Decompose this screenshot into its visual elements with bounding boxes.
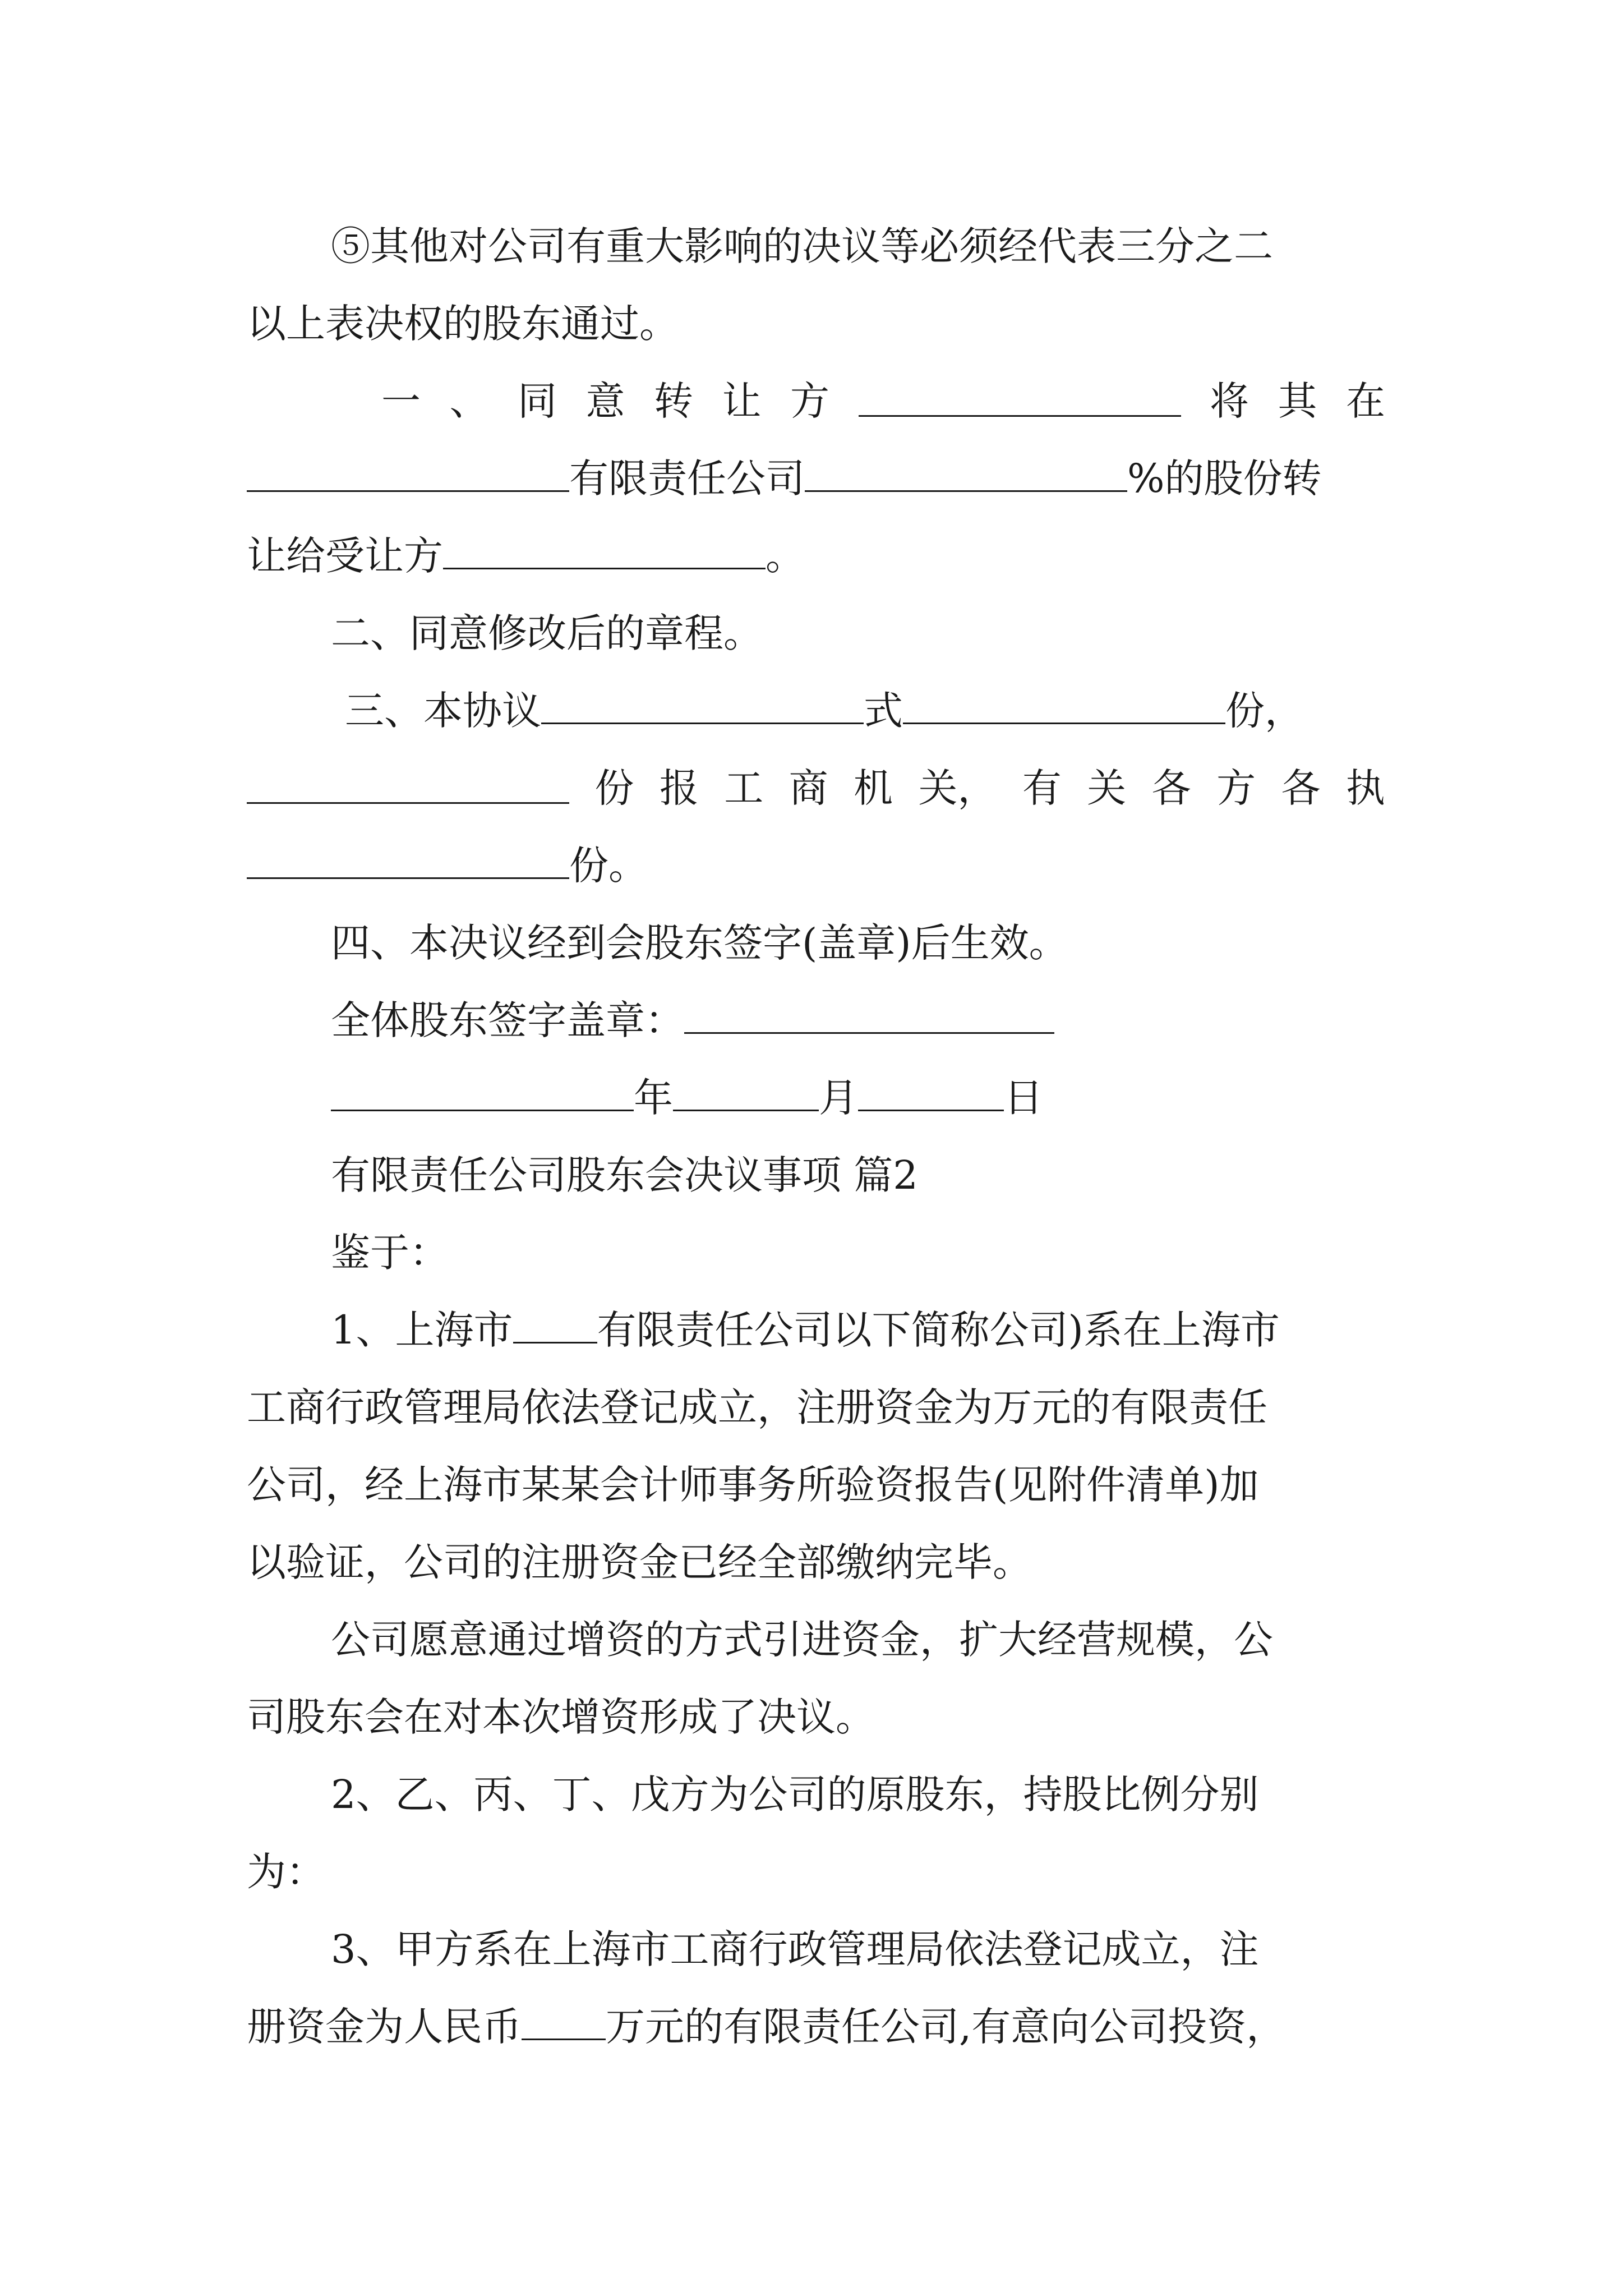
paragraph-line (331, 904, 1385, 982)
heading-text: 有限责任公司股东会决议事项 篇2 (331, 1152, 918, 1198)
text: 方 (1216, 765, 1256, 811)
text: 公司愿意通过增资的方式引进资金，扩大经营规模，公 (331, 1617, 1273, 1663)
text: ⑤其他对公司有重大影响的决议等必须经代表三分之二 (331, 223, 1273, 269)
text: 方 (790, 378, 829, 424)
text: 鉴于： (331, 1230, 449, 1276)
text: 式 (864, 688, 903, 734)
section-heading (331, 1137, 1385, 1214)
text: 份。 (569, 843, 648, 889)
text: 三、本协议 (345, 688, 541, 734)
paragraph-line (247, 1369, 1385, 1446)
text: 公司，经上海市某某会计师事务所验资报告(见附件清单)加 (247, 1462, 1259, 1508)
fill-blank (443, 539, 766, 569)
text: 关， (918, 765, 997, 811)
paragraph-line (331, 1756, 1385, 1833)
text: 让 (722, 378, 762, 424)
paragraph-line (247, 285, 1385, 362)
paragraph-line (247, 1678, 1385, 1756)
paragraph-line (331, 1214, 1385, 1291)
text: 各 (1151, 765, 1191, 811)
year-label: 年 (634, 1075, 673, 1121)
paragraph-line (247, 517, 1385, 595)
signature-line (331, 982, 1385, 1059)
paragraph-line (345, 672, 1385, 749)
paragraph-line (247, 440, 1385, 517)
text: 3、甲方系在上海市工商行政管理局依法登记成立，注 (331, 1926, 1259, 1972)
date-line (331, 1059, 1385, 1137)
paragraph-line (247, 749, 1385, 827)
paragraph-line (247, 827, 1385, 904)
fill-blank (247, 773, 569, 804)
paragraph-line (381, 362, 1385, 440)
fill-blank (247, 848, 569, 879)
text: 在 (1346, 378, 1385, 424)
paragraph-line (247, 1524, 1385, 1601)
signature-blank (684, 1003, 1054, 1034)
text: 报 (659, 765, 699, 811)
paragraph-line (247, 1833, 1385, 1911)
day-label: 日 (1004, 1075, 1043, 1121)
text: 份， (1225, 688, 1304, 734)
day-blank (858, 1080, 1004, 1111)
paragraph-line (331, 1601, 1385, 1678)
fill-blank (903, 693, 1225, 724)
text: 二、同意修改后的章程。 (331, 610, 763, 656)
fill-blank (247, 461, 569, 492)
text: 以上表决权的股东通过。 (247, 301, 679, 347)
text: 让给受让方 (247, 533, 443, 579)
text: 有限责任公司以下简称公司)系在上海市 (597, 1307, 1280, 1353)
month-label: 月 (819, 1075, 858, 1121)
text: 执 (1345, 765, 1385, 811)
month-blank (673, 1080, 819, 1111)
text: 为： (247, 1849, 325, 1895)
text: 万元的有限责任公司,有意向公司投资， (606, 2004, 1286, 2050)
fill-blank (805, 461, 1127, 492)
text: 、 (449, 378, 489, 424)
text: 商 (789, 765, 828, 811)
paragraph-line (331, 1911, 1385, 1988)
fill-blank (522, 2009, 606, 2040)
text: 工商行政管理局依法登记成立，注册资金为万元的有限责任 (247, 1384, 1267, 1430)
fill-blank (513, 1313, 597, 1343)
text: 其 (1278, 378, 1317, 424)
paragraph-line (247, 1446, 1385, 1524)
paragraph-line (247, 1988, 1385, 2065)
paragraph-line (331, 595, 1385, 672)
text: 关 (1087, 765, 1127, 811)
text: 有限责任公司 (569, 455, 805, 501)
fill-blank (541, 693, 864, 724)
text: 1、上海市 (331, 1307, 513, 1353)
text: 一 (381, 378, 421, 424)
text: 意 (585, 378, 625, 424)
paragraph-line (331, 1291, 1385, 1369)
text: 。 (766, 533, 805, 579)
text: 各 (1281, 765, 1321, 811)
text: 将 (1210, 378, 1249, 424)
text: 转 (654, 378, 693, 424)
text: 同 (518, 378, 557, 424)
text: 份 (594, 765, 634, 811)
text: 有 (1022, 765, 1062, 811)
fill-blank (859, 386, 1181, 417)
text: 册资金为人民币 (247, 2004, 522, 2050)
text: 2、乙、丙、丁、戊方为公司的原股东，持股比例分别 (331, 1772, 1259, 1818)
year-blank (331, 1080, 634, 1111)
text: 四、本决议经到会股东签字(盖章)后生效。 (331, 920, 1068, 966)
text: 机 (854, 765, 893, 811)
text: 以验证，公司的注册资金已经全部缴纳完毕。 (247, 1539, 1032, 1585)
text: 工 (724, 765, 764, 811)
text: %的股份转 (1127, 455, 1322, 501)
text: 司股东会在对本次增资形成了决议。 (247, 1694, 875, 1740)
signature-label: 全体股东签字盖章： (331, 997, 684, 1043)
paragraph-line (331, 208, 1385, 285)
